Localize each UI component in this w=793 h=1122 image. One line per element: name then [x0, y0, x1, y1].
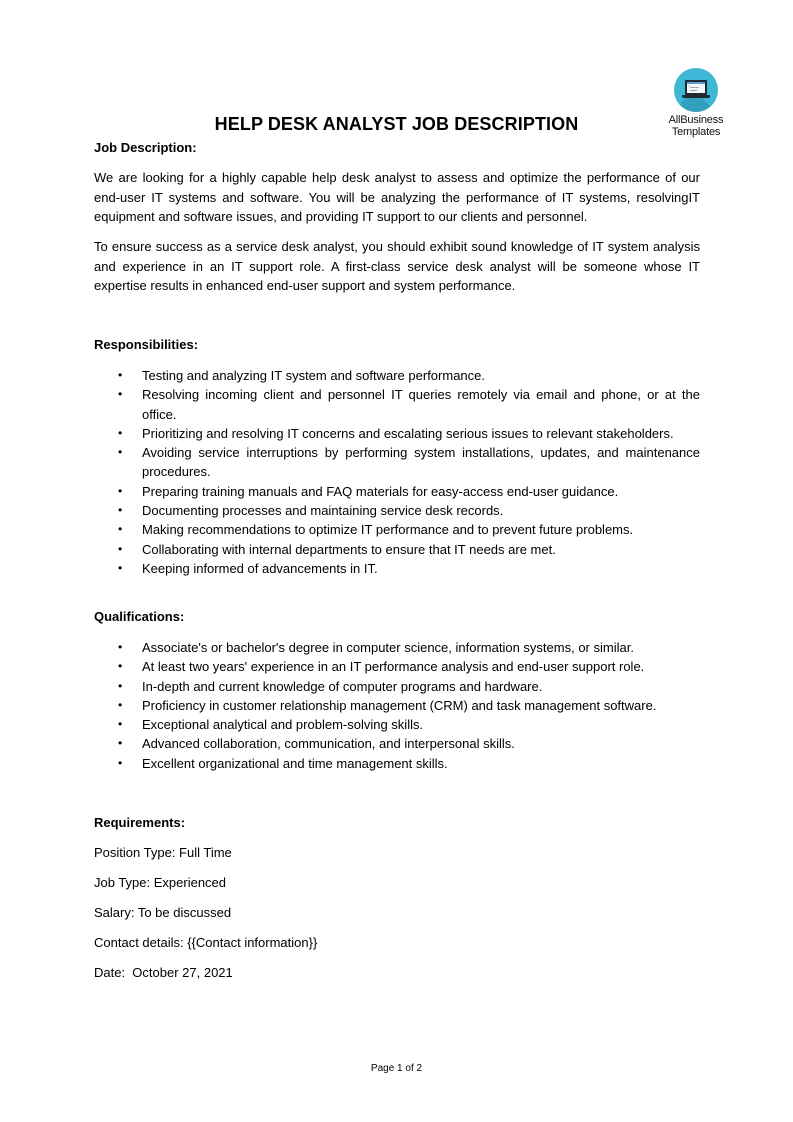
list-item: • Resolving incoming client and personnel IT queries remotely via email and phone, or at the office.	[118, 387, 700, 422]
contact-details: Contact details: {{Contact information}}	[94, 935, 318, 950]
list-item: • Proficiency in customer relationship management (CRM) and task management software.	[94, 696, 700, 715]
list-item: • At least two years' experience in an IT performance analysis and end-user support role.	[94, 657, 700, 676]
page-number: Page 1 of 2	[370, 1063, 423, 1074]
job-description-paragraph-1: We are looking for a highly capable help desk analyst to assess and optimize the performance of our end-user IT systems and software. You will be analyzing the performance of IT systems, resolvingIT equipment and software issues, and providing IT support to our clients and personnel.	[94, 170, 700, 224]
bullet-icon: •	[118, 755, 123, 770]
list-item: • Prioritizing and resolving IT concerns and escalating serious issues to relevant stakeholders.	[94, 424, 700, 443]
page-title: HELP DESK ANALYST JOB DESCRIPTION	[214, 114, 579, 134]
logo-text-line1: AllBusiness	[668, 114, 724, 126]
logo-text-line2: Templates	[671, 126, 721, 138]
list-item: • Making recommendations to optimize IT performance and to prevent future problems.	[94, 520, 700, 539]
salary: Salary: To be discussed	[94, 905, 232, 920]
bullet-icon: •	[118, 445, 123, 460]
laptop-icon	[674, 68, 718, 112]
list-item: • In-depth and current knowledge of computer programs and hardware.	[94, 677, 700, 696]
bullet-icon: •	[118, 640, 123, 654]
responsibilities-list	[94, 366, 700, 578]
bullet-icon: •	[118, 387, 123, 402]
qualifications-list	[94, 638, 700, 773]
list-item: • Testing and analyzing IT system and software performance.	[94, 366, 700, 385]
bullet-icon: •	[118, 736, 123, 751]
list-item: • Avoiding service interruptions by performing system installations, updates, and maintenance procedures.	[118, 445, 700, 480]
bullet-icon: •	[118, 541, 123, 556]
list-item: • Collaborating with internal departments to ensure that IT needs are met.	[94, 540, 700, 559]
job-description-heading: Job Description:	[94, 140, 197, 155]
bullet-icon: •	[118, 717, 123, 732]
list-item: • Documenting processes and maintaining service desk records.	[94, 501, 700, 520]
bullet-icon: •	[118, 678, 123, 693]
bullet-icon: •	[118, 697, 123, 712]
qualifications-heading: Qualifications:	[94, 609, 185, 624]
bullet-icon: •	[118, 522, 123, 537]
job-type: Job Type: Experienced	[94, 875, 227, 890]
bullet-icon: •	[118, 368, 123, 382]
list-item: • Excellent organizational and time management skills.	[94, 754, 700, 773]
bullet-icon: •	[118, 503, 123, 518]
position-type: Position Type: Full Time	[94, 845, 232, 860]
responsibilities-heading: Responsibilities:	[94, 337, 199, 352]
date: Date: October 27, 2021	[94, 965, 233, 980]
bullet-icon: •	[118, 483, 123, 498]
bullet-icon: •	[118, 560, 123, 575]
list-item: • Advanced collaboration, communication, and interpersonal skills.	[94, 734, 700, 753]
requirements-heading: Requirements:	[94, 815, 186, 830]
list-item: • Associate's or bachelor's degree in computer science, information systems, or similar.	[94, 638, 700, 657]
job-description-paragraph-2: To ensure success as a service desk analyst, you should exhibit sound knowledge of IT system analysis and experience in an IT support role. A first-class service desk analyst will be someone whose IT expertise results in enhanced end-user support and system performance.	[94, 239, 700, 293]
list-item: • Exceptional analytical and problem-solving skills.	[94, 715, 700, 734]
bullet-icon: •	[118, 425, 123, 440]
list-item: • Preparing training manuals and FAQ materials for easy-access end-user guidance.	[94, 482, 700, 501]
list-item: • Keeping informed of advancements in IT.	[94, 559, 700, 578]
bullet-icon: •	[118, 659, 123, 674]
